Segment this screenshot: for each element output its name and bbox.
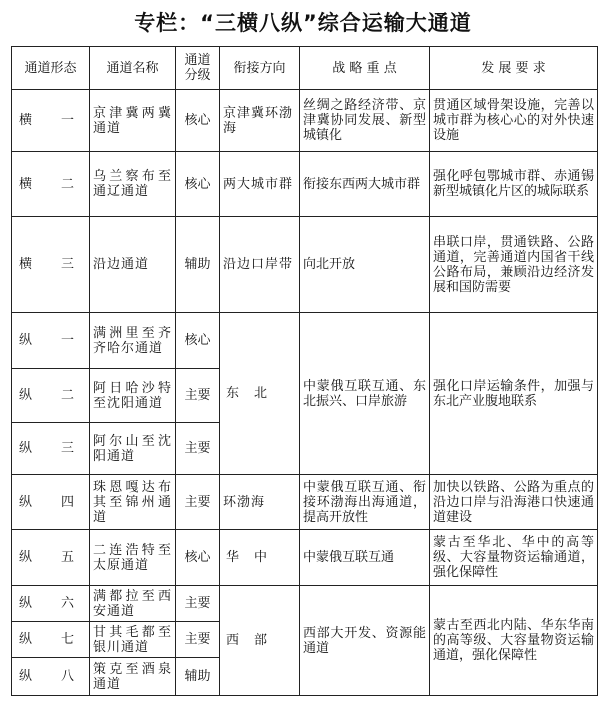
cell-direction: 沿边口岸带 [220,217,300,313]
cell-requirement-group-northeast: 强化口岸运输条件，加强与东北产业腹地联系 [430,313,598,475]
cell-name: 珠恩嘎达布其至锦州通道 [90,475,176,530]
cell-direction: 京津冀环渤海 [220,90,300,152]
cell-tier: 主要 [176,369,220,423]
cell-name: 满洲里至齐齐哈尔通道 [90,313,176,369]
cell-focus: 丝绸之路经济带、京津冀协同发展、新型城镇化 [300,90,430,152]
cell-requirement: 贯通区域骨架设施，完善以城市群为核心心的对外快速设施 [430,90,598,152]
cell-focus: 中蒙俄互联互通 [300,530,430,586]
cell-form: 横 三 [12,217,90,313]
table-row [12,313,598,369]
table-row [12,217,598,313]
table-row [12,586,598,622]
cell-name: 沿边通道 [90,217,176,313]
cell-focus: 衔接东西两大城市群 [300,152,430,217]
cell-name: 阿日哈沙特至沈阳通道 [90,369,176,423]
table-row [12,475,598,530]
cell-tier: 核心 [176,90,220,152]
table-row [12,530,598,586]
cell-form: 纵 五 [12,530,90,586]
cell-form: 纵 六 [12,586,90,622]
header-name: 通道名称 [90,47,176,90]
cell-form: 纵 二 [12,369,90,423]
cell-tier: 核心 [176,152,220,217]
cell-direction: 两大城市群 [220,152,300,217]
cell-focus: 向北开放 [300,217,430,313]
cell-tier: 核心 [176,530,220,586]
cell-name: 京津冀两冀通道 [90,90,176,152]
cell-focus-group-northeast: 中蒙俄互联互通、东北振兴、口岸旅游 [300,313,430,475]
table-row [12,90,598,152]
cell-form: 纵 八 [12,658,90,696]
cell-name: 阿尔山至沈阳通道 [90,423,176,475]
cell-form: 纵 七 [12,622,90,658]
cell-direction: 华 中 [220,530,300,586]
cell-name: 乌兰察布至通辽通道 [90,152,176,217]
header-form: 通道形态 [12,47,90,90]
cell-tier: 核心 [176,313,220,369]
cell-focus: 中蒙俄互联互通、衔接环渤海出海通道，提高开放性 [300,475,430,530]
cell-form: 纵 四 [12,475,90,530]
header-tier: 通道分级 [176,47,220,90]
corridor-table [11,46,598,696]
cell-name: 甘其毛都至银川通道 [90,622,176,658]
header-direction: 衔接方向 [220,47,300,90]
cell-name: 满都拉至西安通道 [90,586,176,622]
header-requirement: 发 展 要 求 [430,47,598,90]
cell-tier: 主要 [176,586,220,622]
cell-tier: 辅助 [176,658,220,696]
cell-requirement: 强化呼包鄂城市群、赤通锡新型城镇化片区的城际联系 [430,152,598,217]
cell-direction: 环渤海 [220,475,300,530]
header-focus: 战 略 重 点 [300,47,430,90]
table-row [12,152,598,217]
page-title: 专栏：“三横八纵”综合运输大通道 [134,11,472,35]
cell-direction-group-northeast: 东 北 [220,313,300,475]
cell-name: 二连浩特至太原通道 [90,530,176,586]
cell-form: 纵 三 [12,423,90,475]
cell-name: 策克至酒泉通道 [90,658,176,696]
cell-form: 横 一 [12,90,90,152]
cell-form: 横 二 [12,152,90,217]
cell-requirement: 蒙古至华北、华中的高等级、大容量物资运输通道，强化保障性 [430,530,598,586]
cell-tier: 辅助 [176,217,220,313]
cell-form: 纵 一 [12,313,90,369]
cell-requirement: 串联口岸，贯通铁路、公路通道，完善通道内国省干线公路布局，兼顾沿边经济发展和国防需要 [430,217,598,313]
cell-focus-group-west: 西部大开发、资源能通道 [300,586,430,696]
cell-requirement-group-west: 蒙古至西北内陆、华东华南的高等级、大容量物资运输通道，强化保障性 [430,586,598,696]
cell-requirement: 加快以铁路、公路为重点的沿边口岸与沿海港口快速通道建设 [430,475,598,530]
table-header-row [12,47,598,90]
cell-tier: 主要 [176,475,220,530]
cell-tier: 主要 [176,622,220,658]
cell-direction-group-west: 西 部 [220,586,300,696]
cell-tier: 主要 [176,423,220,475]
